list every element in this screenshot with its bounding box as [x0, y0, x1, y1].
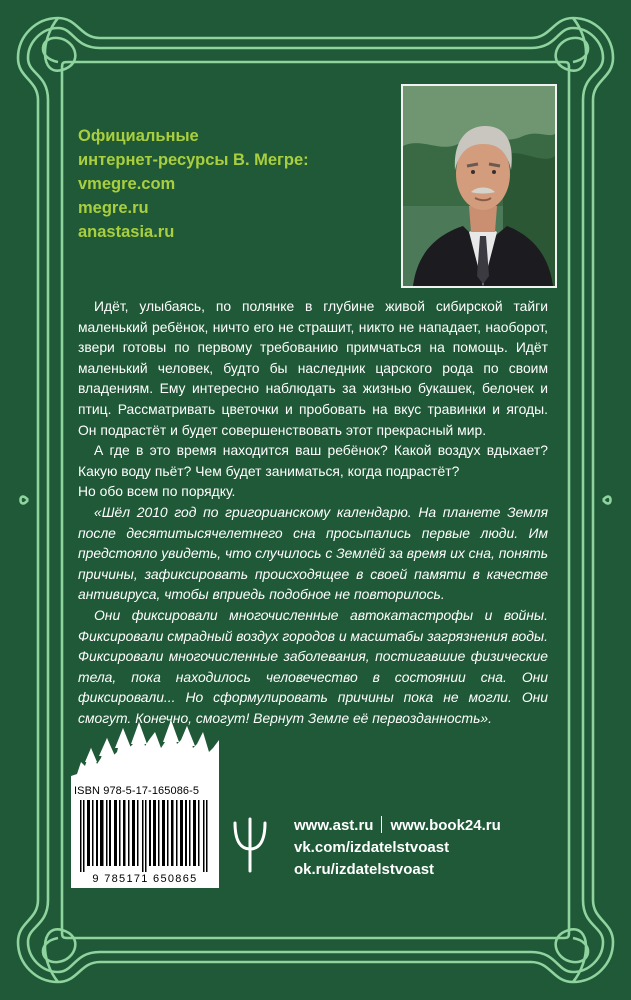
ast-psi-logo-icon	[232, 815, 268, 873]
book24-site-link[interactable]: www.book24.ru	[390, 817, 501, 834]
author-portrait-image	[403, 86, 555, 286]
ok-link[interactable]: ok.ru/izdatelstvoast	[294, 861, 435, 878]
publisher-links	[294, 815, 501, 881]
isbn-label: ISBN 978-5-17-165086-5	[74, 785, 200, 797]
barcode-image	[78, 800, 212, 872]
site-link-anastasia[interactable]: anastasia.ru	[78, 223, 175, 241]
official-line2: интернет-ресурсы В. Мегре:	[78, 151, 309, 169]
forest-trees-icon	[71, 718, 219, 784]
author-photo	[401, 84, 557, 288]
vk-link[interactable]: vk.com/izdatelstvoast	[294, 839, 450, 856]
official-line1: Официальные	[78, 127, 199, 145]
quote-paragraph-2: Они фиксировали многочисленные автокатастрофы и войны. Фиксировали смрадный воздух городов и масштабы загрязнения воды. Фиксировали многочисленные заболевания, постигавшие физические тела, пока находилось человечество в состоянии сна. Они фиксировали... Но сформулировать причины пока не могли. Они смогут. Конечно, смогут! Вернут Земле её первозданность».	[78, 606, 548, 726]
separator	[381, 816, 382, 833]
official-resources	[78, 124, 309, 244]
ast-site-link[interactable]: www.ast.ru	[294, 817, 374, 834]
barcode-number: 9 785171 650865	[92, 873, 198, 885]
site-link-megre[interactable]: megre.ru	[78, 199, 149, 217]
paragraph-3: Но обо всем по порядку.	[78, 483, 236, 500]
publisher-row-1	[294, 815, 501, 837]
paragraph-2: А где в это время находится ваш ребёнок? Какой воздух вдыхает? Какую воду пьёт? Чем будет заниматься, когда подрастёт?	[78, 442, 548, 479]
paragraph-1: Идёт, улыбаясь, по полянке в глубине живой сибирской тайги маленький ребёнок, ничто его не страшит, никто не нападает, наоборот, звери готовы по первому требованию примчаться на помощь. Идёт маленький человек, будто бы наследник царского рода по своим владениям. Ему интересно наблюдать за жизнью букашек, белочек и птиц. Рассматривать цветочки и пробовать на вкус травинки и ягоды. Он подрастёт и будет совершенствовать этот прекрасный мир.	[78, 298, 548, 438]
site-link-vmegre[interactable]: vmegre.com	[78, 175, 176, 193]
quote-paragraph-1: «Шёл 2010 год по григорианскому календарю. На планете Земля после десятитысячелетнего сна просыпались первые люди. Им предстояло увидеть, что случилось с Землёй за время их сна, понять причины, зафиксировать происходящее в своей памяти в качестве антивируса, чтобы вприедь подобное не повторилось.	[78, 503, 549, 603]
book-description	[78, 296, 548, 728]
barcode-panel	[71, 784, 219, 888]
